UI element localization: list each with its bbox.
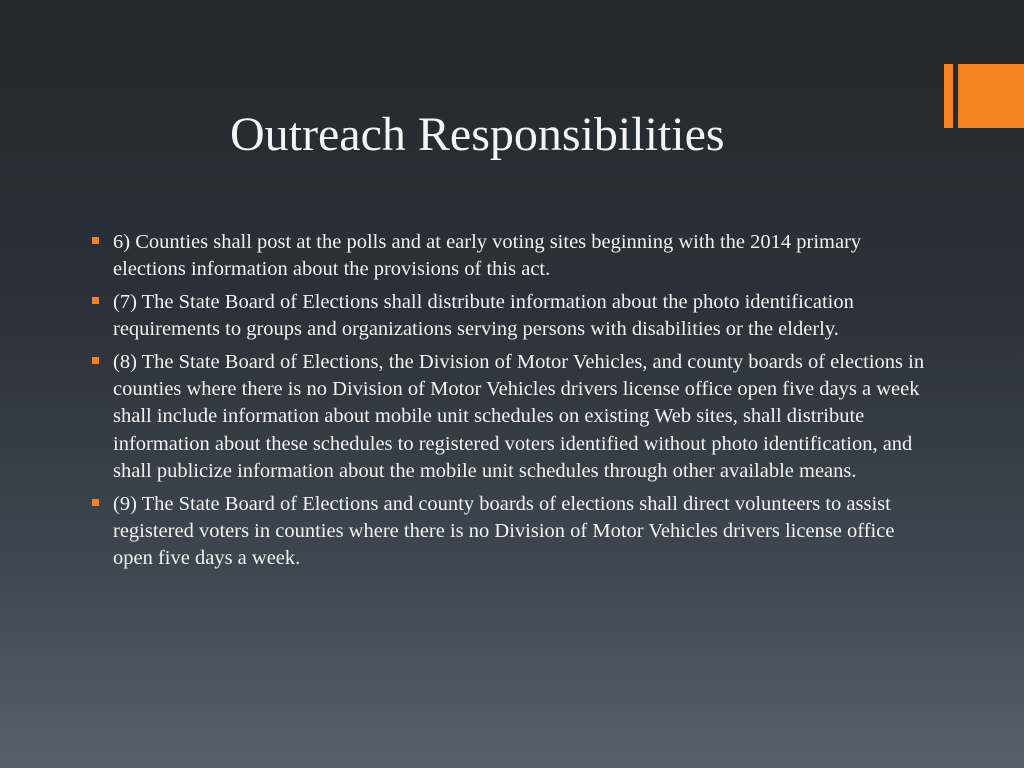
bullet-text: (7) The State Board of Elections shall distribute information about the photo identification requirements to groups and organizations serving persons with disabilities or the elderly.: [113, 290, 854, 341]
square-bullet-icon: [92, 297, 99, 304]
square-bullet-icon: [92, 357, 99, 364]
accent-bars: [944, 64, 1024, 128]
bullet-item: [92, 229, 932, 284]
bullet-item: [92, 289, 932, 344]
bullet-item: [92, 349, 932, 486]
bullet-item: [92, 491, 932, 573]
accent-bar-thin: [944, 64, 953, 128]
square-bullet-icon: [92, 237, 99, 244]
square-bullet-icon: [92, 499, 99, 506]
accent-bar-thick: [958, 64, 1024, 128]
bullet-text: 6) Counties shall post at the polls and at early voting sites beginning with the 2014 primary elections information about the provisions of this act.: [113, 231, 862, 281]
bullet-text: (9) The State Board of Elections and county boards of elections shall direct volunteers to assist registered voters in counties where there is no Division of Motor Vehicles drivers license office open five days a week.: [113, 492, 895, 570]
slide-title: Outreach Responsibilities: [230, 108, 725, 161]
bullet-list: [92, 229, 932, 578]
bullet-text: (8) The State Board of Elections, the Division of Motor Vehicles, and county boards of elections in counties where there is no Division of Motor Vehicles drivers license office open five days a week shall include information about mobile unit schedules on existing Web sites, shall distribute information about these schedules to registered voters identified without photo identification, and shall publicize information about the mobile unit schedules through other available means.: [113, 350, 925, 483]
